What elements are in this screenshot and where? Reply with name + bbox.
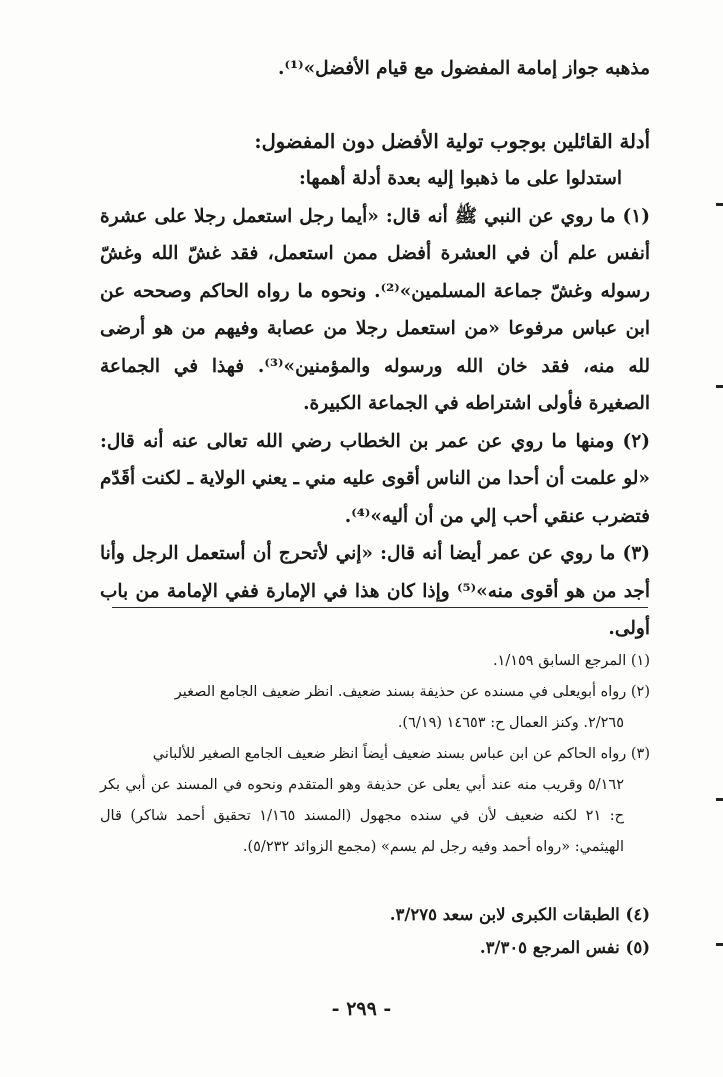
section-heading: أدلة القائلين بوجوب تولية الأفضل دون المفضول:: [254, 129, 650, 153]
margin-mark: [716, 798, 723, 801]
footnote-2-cont: ٢/٢٦٥. وكنز العمال ح: ١٤٦٥٣ (٦/١٩).: [397, 715, 624, 731]
evidence-item-1: (١) ما روي عن النبي ﷺ أنه قال: «أيما رجل استعمل رجلا على عشرة أنفس علم أن في العشرة أفضل ممن استعمل، فقد غشّ الله وغشّ رسوله وغشّ جماعة المسلمين»⁽²⁾. ونحوه ما رواه الحاكم وصححه عن ابن عباس مرفوعا «من استعمل رجلا من عصابة وفيهم من هو أرضى لله منه، فقد خان الله ورسوله والمؤمنين»⁽³⁾. فهذا في الجماعة الصغيرة فأولى اشتراطه في الجماعة الكبيرة.: [100, 205, 650, 414]
footnote-5: (٥) نفس المرجع ٣/٣٠٥.: [479, 938, 650, 957]
footnotes-bold: [100, 898, 650, 964]
lead-paragraph: استدلوا على ما ذهبوا إليه بعدة أدلة أهمها:: [298, 168, 622, 189]
main-text: [100, 50, 650, 648]
footnote-1: (١) المرجع السابق ١/١٥٩.: [492, 653, 650, 669]
evidence-item-3: (٣) ما روي عن عمر أيضا أنه قال: «إني لأتحرج أن أستعمل الرجل وأنا أجد من هو أقوى منه»⁽⁵⁾ وإذا كان هذا في الإمارة ففي الإمامة من باب أولى.: [100, 543, 651, 639]
footnote-3-cont: ٥/١٦٢ وقريب منه عند أبي يعلى عن حذيفة وهو المتقدم ونحوه في المسند عن أبي بكر ح: ٢١ لكنه ضعيف لأن في سنده مجهول (المسند ١/١٦٥ تحقيق أحمد شاكر) قال الهيثمي: «رواه أحمد وفيه رجل لم يسم» (مجمع الزوائد ٥/٢٣٢).: [100, 777, 624, 855]
footnotes: [100, 646, 650, 863]
footnote-3: (٣) رواه الحاكم عن ابن عباس بسند ضعيف أيضاً انظر ضعيف الجامع الصغير للألباني: [152, 746, 650, 762]
margin-mark: [716, 385, 723, 388]
footnote-4: (٤) الطبقات الكبرى لابن سعد ٣/٢٧٥.: [389, 905, 650, 924]
page-number: - ٢٩٩ -: [331, 998, 392, 1020]
footnote-2: (٢) رواه أبويعلى في مسنده عن حذيفة بسند ضعيف. انظر ضعيف الجامع الصغير: [174, 684, 650, 700]
evidence-item-2: (٢) ومنها ما روي عن عمر بن الخطاب رضي الله تعالى عنه أنه قال: «لو علمت أن أحدا من الناس أقوى عليه مني ـ يعني الولاية ـ لكنت أقَدّم فتضرب عنقي أحب إلي من أن أليه»⁽⁴⁾.: [100, 430, 650, 527]
intro-line: مذهبه جواز إمامة المفضول مع قيام الأفضل»⁽¹⁾.: [278, 58, 650, 79]
footnote-separator: [112, 607, 648, 608]
margin-mark: [716, 203, 723, 206]
margin-mark: [716, 943, 723, 946]
